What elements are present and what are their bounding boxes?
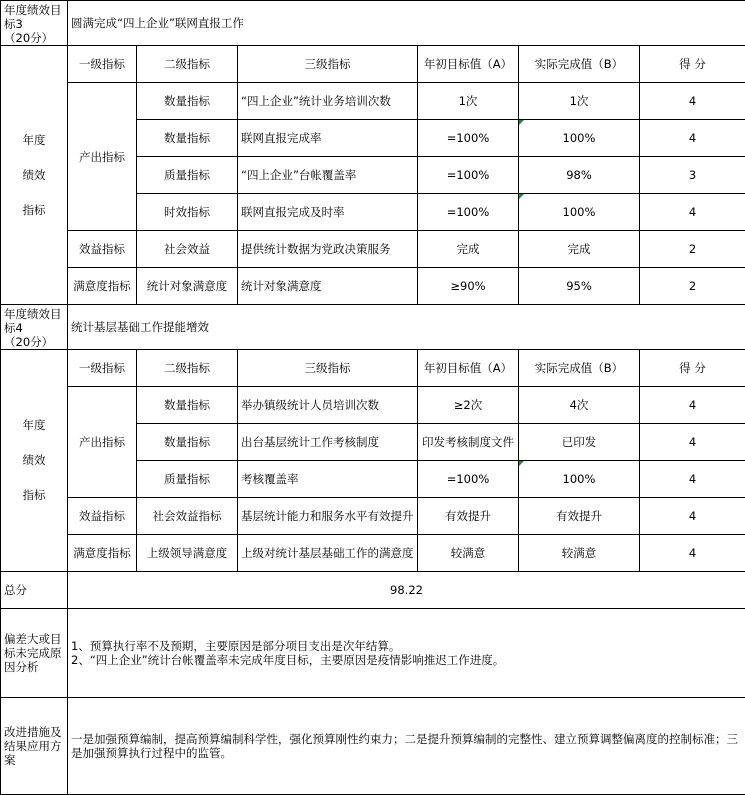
level2-cell: 上级领导满意度 bbox=[137, 535, 238, 572]
actual-cell: 完成 bbox=[519, 231, 640, 268]
table-row bbox=[1, 387, 745, 424]
header-level1: 一级指标 bbox=[68, 46, 137, 83]
deviation-content: 1、预算执行率不及预期，主要原因是部分项目支出是次年结算。 2、“四上企业”统计台帐覆盖率未完成年度目标，主要原因是疫情影响推迟工作进度。 bbox=[68, 609, 745, 698]
actual-cell: 98% bbox=[519, 157, 640, 194]
score-cell: 4 bbox=[640, 424, 745, 461]
target-cell: =100% bbox=[418, 461, 519, 498]
level3-cell: 基层统计能力和服务水平有效提升 bbox=[238, 498, 418, 535]
level2-cell: 质量指标 bbox=[137, 461, 238, 498]
goal4-benefit-category: 效益指标 bbox=[68, 498, 137, 535]
level3-cell: “四上企业”统计业务培训次数 bbox=[238, 83, 418, 120]
target-cell: 较满意 bbox=[418, 535, 519, 572]
target-cell: =100% bbox=[418, 157, 519, 194]
goal3-content: 圆满完成“四上企业”联网直报工作 bbox=[68, 1, 745, 46]
header-target: 年初目标值（A） bbox=[418, 350, 519, 387]
target-cell: =100% bbox=[418, 194, 519, 231]
actual-cell: 4次 bbox=[519, 387, 640, 424]
total-label: 总分 bbox=[1, 572, 68, 609]
table-row bbox=[1, 83, 745, 120]
goal3-output-category: 产出指标 bbox=[68, 83, 137, 231]
score-cell: 3 bbox=[640, 157, 745, 194]
goal4-satisfaction-category: 满意度指标 bbox=[68, 535, 137, 572]
actual-cell: 有效提升 bbox=[519, 498, 640, 535]
target-cell: 印发考核制度文件 bbox=[418, 424, 519, 461]
header-level3: 三级指标 bbox=[238, 350, 418, 387]
level3-cell: 联网直报完成率 bbox=[238, 120, 418, 157]
score-cell: 4 bbox=[640, 535, 745, 572]
score-cell: 2 bbox=[640, 231, 745, 268]
table-row bbox=[1, 498, 745, 535]
score-cell: 4 bbox=[640, 120, 745, 157]
target-cell: 有效提升 bbox=[418, 498, 519, 535]
goal3-indicator-label: 年度 绩效 指标 bbox=[1, 46, 68, 305]
actual-cell: 100% bbox=[519, 461, 640, 498]
level3-cell: 考核覆盖率 bbox=[238, 461, 418, 498]
target-cell: 完成 bbox=[418, 231, 519, 268]
level3-cell: 提供统计数据为党政决策服务 bbox=[238, 231, 418, 268]
score-cell: 4 bbox=[640, 461, 745, 498]
level3-cell: 举办镇级统计人员培训次数 bbox=[238, 387, 418, 424]
header-level3: 三级指标 bbox=[238, 46, 418, 83]
improvement-content: 一是加强预算编制，提高预算编制科学性，强化预算刚性约束力；二是提升预算编制的完整性、建立预算调整偏离度的控制标准；三是加强预算执行过程中的监管。 bbox=[68, 698, 745, 795]
improvement-label: 改进措施及结果应用方案 bbox=[1, 698, 68, 795]
level3-cell: 统计对象满意度 bbox=[238, 268, 418, 305]
header-score: 得 分 bbox=[640, 350, 745, 387]
score-cell: 4 bbox=[640, 83, 745, 120]
level3-cell: 出台基层统计工作考核制度 bbox=[238, 424, 418, 461]
header-actual: 实际完成值（B） bbox=[519, 350, 640, 387]
level3-cell: 上级对统计基层基础工作的满意度 bbox=[238, 535, 418, 572]
actual-cell: 100% bbox=[519, 194, 640, 231]
goal3-satisfaction-category: 满意度指标 bbox=[68, 268, 137, 305]
deviation-label: 偏差大或目标未完成原因分析 bbox=[1, 609, 68, 698]
header-level2: 二级指标 bbox=[137, 350, 238, 387]
level3-cell: 联网直报完成及时率 bbox=[238, 194, 418, 231]
actual-cell: 已印发 bbox=[519, 424, 640, 461]
level2-cell: 社会效益指标 bbox=[137, 498, 238, 535]
level2-cell: 数量指标 bbox=[137, 387, 238, 424]
goal4-indicator-label: 年度 绩效 指标 bbox=[1, 350, 68, 572]
goal4-content: 统计基层基础工作提能增效 bbox=[68, 305, 745, 350]
goal4-label: 年度绩效目标4 （20分） bbox=[1, 305, 68, 350]
total-value: 98.22 bbox=[68, 572, 745, 609]
actual-cell: 100% bbox=[519, 120, 640, 157]
goal4-output-category: 产出指标 bbox=[68, 387, 137, 498]
actual-cell: 较满意 bbox=[519, 535, 640, 572]
level2-cell: 时效指标 bbox=[137, 194, 238, 231]
goal3-benefit-category: 效益指标 bbox=[68, 231, 137, 268]
header-level1: 一级指标 bbox=[68, 350, 137, 387]
score-cell: 4 bbox=[640, 498, 745, 535]
table-row bbox=[1, 268, 745, 305]
table-row bbox=[1, 535, 745, 572]
header-level2: 二级指标 bbox=[137, 46, 238, 83]
level2-cell: 数量指标 bbox=[137, 424, 238, 461]
target-cell: ≥2次 bbox=[418, 387, 519, 424]
level2-cell: 数量指标 bbox=[137, 83, 238, 120]
score-cell: 2 bbox=[640, 268, 745, 305]
actual-cell: 1次 bbox=[519, 83, 640, 120]
target-cell: ≥90% bbox=[418, 268, 519, 305]
level2-cell: 数量指标 bbox=[137, 120, 238, 157]
header-score: 得 分 bbox=[640, 46, 745, 83]
target-cell: =100% bbox=[418, 120, 519, 157]
actual-cell: 95% bbox=[519, 268, 640, 305]
table-row bbox=[1, 231, 745, 268]
level2-cell: 质量指标 bbox=[137, 157, 238, 194]
header-target: 年初目标值（A） bbox=[418, 46, 519, 83]
target-cell: 1次 bbox=[418, 83, 519, 120]
score-cell: 4 bbox=[640, 194, 745, 231]
goal3-label: 年度绩效目标3 （20分） bbox=[1, 1, 68, 46]
header-actual: 实际完成值（B） bbox=[519, 46, 640, 83]
level2-cell: 统计对象满意度 bbox=[137, 268, 238, 305]
level3-cell: “四上企业”台帐覆盖率 bbox=[238, 157, 418, 194]
level2-cell: 社会效益 bbox=[137, 231, 238, 268]
score-cell: 4 bbox=[640, 387, 745, 424]
